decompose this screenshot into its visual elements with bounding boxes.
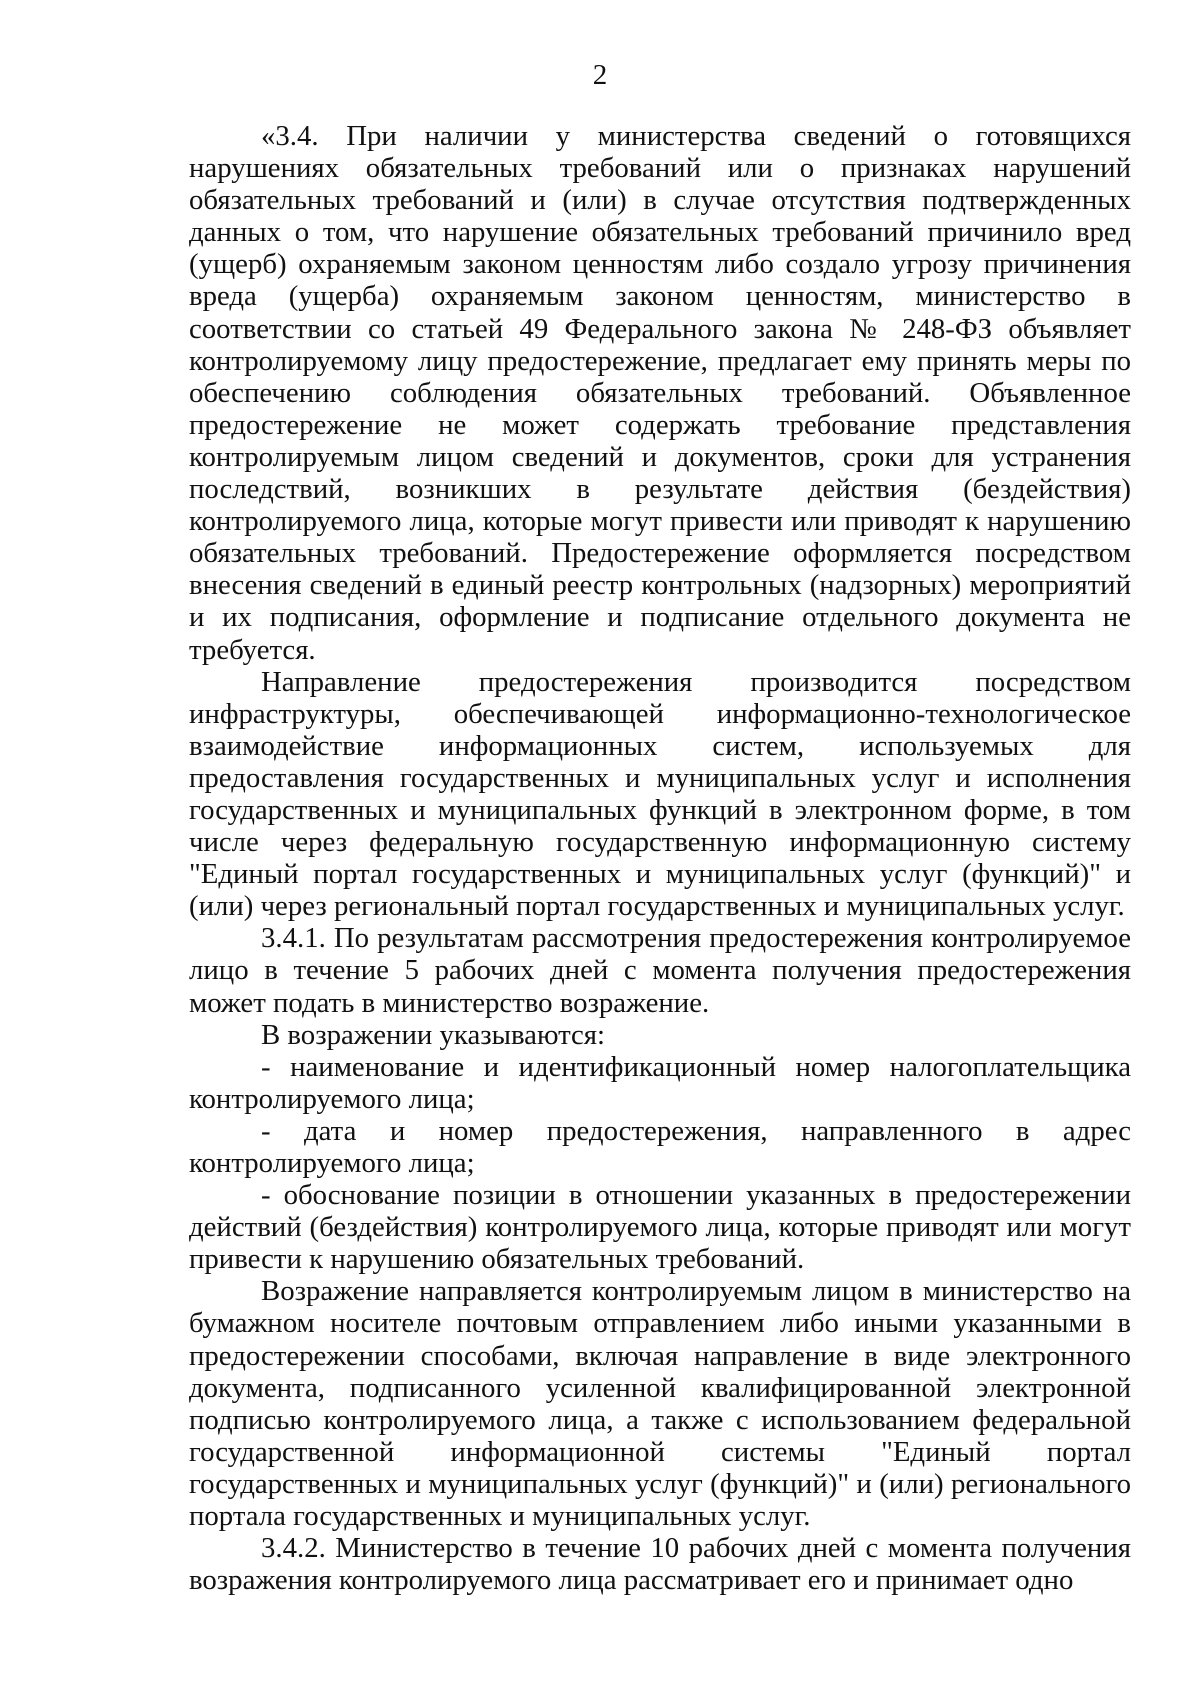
paragraph-3-4: «3.4. При наличии у министерства сведений о готовящихся нарушениях обязательных требований или о признаках нарушений обязательных требований и (или) в случае отсутствия подтвержденных данных о том, что нарушение обязательных требований причинило вред (ущерб) охраняемым законом ценностям либо создало угрозу причинения вреда (ущерба) охраняемым законом ценностям, министерство в соответствии со статьей 49 Федерального закона № 248-ФЗ объявляет контролируемому лицу предостережение, предлагает ему принять меры по обеспечению соблюдения обязательных требований. Объявленное предостережение не может содержать требование представления контролируемым лицом сведений и документов, сроки для устранения последствий, возникших в результате действия (бездействия) контролируемого лица, которые могут привести или приводят к нарушению обязательных требований. Предостережение оформляется посредством внесения сведений в единый реестр контрольных (надзорных) мероприятий и их подписания, оформление и подписание отдельного документа не требуется.	[189, 120, 1131, 666]
list-item-inn: - наименование и идентификационный номер налогоплательщика контролируемого лица;	[189, 1050, 1131, 1115]
paragraph-3-4-1: 3.4.1. По результатам рассмотрения предостережения контролируемое лицо в течение 5 рабочих дней с момента получения предостережения может подать в министерство возражение.	[189, 922, 1131, 1019]
paragraph-3-4-2: 3.4.2. Министерство в течение 10 рабочих дней с момента получения возражения контролируемого лица рассматривает его и принимает одно	[189, 1532, 1131, 1597]
paragraph-objection-submission: Возражение направляется контролируемым лицом в министерство на бумажном носителе почтовым отправлением либо иными указанными в предостережении способами, включая направление в виде электронного документа, подписанного усиленной квалифицированной электронной подписью контролируемого лица, а также с использованием федеральной государственной информационной системы "Единый портал государственных и муниципальных услуг (функций)" и (или) регионального портала государственных и муниципальных услуг.	[189, 1275, 1131, 1533]
paragraph-objection-contents-intro: В возражении указываются:	[261, 1018, 606, 1051]
page-number: 2	[592, 59, 608, 91]
list-item-justification: - обоснование позиции в отношении указанных в предостережении действий (бездействия) контролируемого лица, которые приводят или могут привести к нарушению обязательных требований.	[189, 1179, 1131, 1276]
paragraph-warning-delivery: Направление предостережения производится посредством инфраструктуры, обеспечивающей информационно-технологическое взаимодействие информационных систем, используемых для предоставления государственных и муниципальных услуг и исполнения государственных и муниципальных функций в электронном форме, в том числе через федеральную государственную информационную систему "Единый портал государственных и муниципальных услуг (функций)" и (или) через региональный портал государственных и муниципальных услуг.	[189, 665, 1131, 923]
document-body	[189, 120, 1131, 1596]
list-item-date-number: - дата и номер предостережения, направленного в адрес контролируемого лица;	[189, 1114, 1131, 1179]
